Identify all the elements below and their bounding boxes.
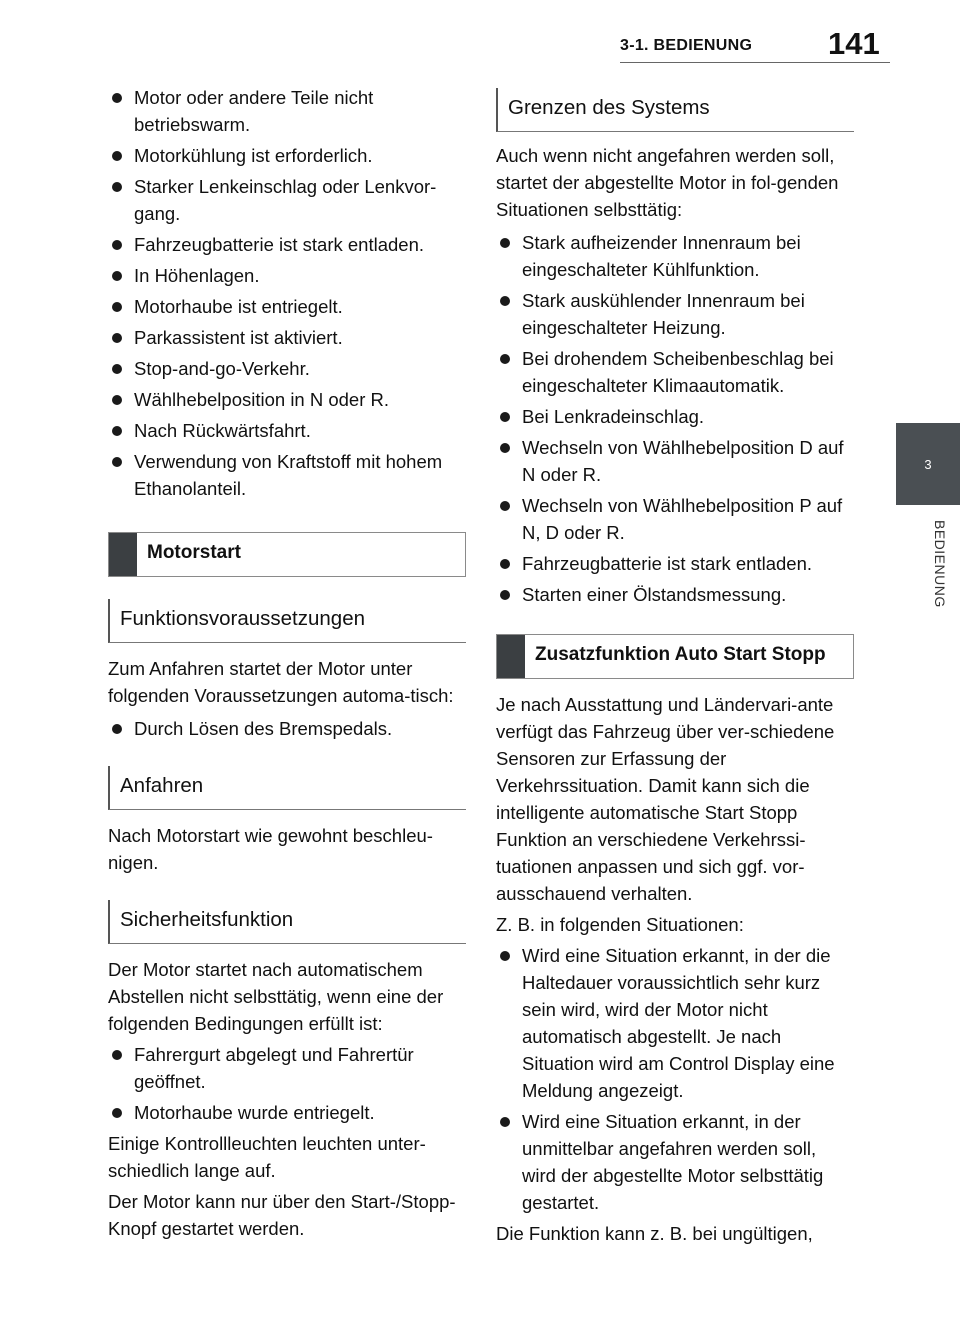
heading-text: Zusatzfunktion Auto Start Stopp	[535, 644, 826, 665]
heading-bar	[497, 635, 525, 678]
paragraph: Einige Kontrollleuchten leuchten unter-schiedlich lange auf.	[108, 1133, 426, 1181]
list-item: Stark auskühlender Innenraum bei eingeschalteter Heizung.	[496, 287, 854, 341]
list-item: Wird eine Situation erkannt, in der unmittelbar angefahren werden soll, wird der abgestellte Motor selbsttätig gestartet.	[496, 1108, 854, 1216]
list-item: Fahrzeugbatterie ist stark entladen.	[108, 231, 466, 258]
zusatz-list	[496, 942, 854, 1216]
funktions-text: Zum Anfahren startet der Motor unter folgenden Voraussetzungen automa-tisch:	[108, 658, 454, 706]
list-item: Stark aufheizender Innenraum bei eingeschalteter Kühlfunktion.	[496, 229, 854, 283]
list-item: Durch Lösen des Bremspedals.	[108, 715, 466, 742]
zusatz-text2: Z. B. in folgenden Situationen:	[496, 914, 744, 935]
grenzen-text: Auch wenn nicht angefahren werden soll, startet der abgestellte Motor in fol-genden Situationen selbsttätig:	[496, 145, 839, 220]
list-item: Starten einer Ölstandsmessung.	[496, 581, 854, 608]
list-item: Wählhebelposition in N oder R.	[108, 386, 466, 413]
zusatzfunktion-heading	[496, 634, 854, 679]
section-title: 3-1. BEDIENUNG	[620, 37, 753, 54]
list-item: Motorkühlung ist erforderlich.	[108, 142, 466, 169]
list-item: Fahrzeugbatterie ist stark entladen.	[496, 550, 854, 577]
list-item: In Höhenlagen.	[108, 262, 466, 289]
page-number: 141	[828, 26, 880, 61]
chapter-number: 3	[924, 456, 932, 472]
list-item: Motorhaube wurde entriegelt.	[108, 1099, 466, 1126]
paragraph: Die Funktion kann z. B. bei ungültigen,	[496, 1223, 813, 1244]
list-item: Stop-and-go-Verkehr.	[108, 355, 466, 382]
list-item: Wechseln von Wählhebelposition D auf N oder R.	[496, 434, 854, 488]
list-item: Wird eine Situation erkannt, in der die Haltedauer voraussichtlich sehr kurz sein wird, wird der Motor nicht automatisch abgestellt. Je nach Situation wird am Control Display eine Meldung angezeigt.	[496, 942, 854, 1104]
header-divider	[620, 62, 890, 63]
list-item: Motorhaube ist entriegelt.	[108, 293, 466, 320]
grenzen-heading: Grenzen des Systems	[496, 88, 854, 132]
list-item: Verwendung von Kraftstoff mit hohem Ethanolanteil.	[108, 448, 466, 502]
sicherheit-list	[108, 1041, 466, 1126]
list-item: Wechseln von Wählhebelposition P auf N, D oder R.	[496, 492, 854, 546]
list-item: Motor oder andere Teile nicht betriebswarm.	[108, 84, 466, 138]
list-item: Fahrergurt abgelegt und Fahrertür geöffnet.	[108, 1041, 466, 1095]
sicherheit-text: Der Motor startet nach automatischem Abstellen nicht selbsttätig, wenn eine der folgenden Bedingungen erfüllt ist:	[108, 959, 444, 1034]
paragraph: Der Motor kann nur über den Start-/Stopp-Knopf gestartet werden.	[108, 1191, 456, 1239]
funktionsvoraussetzungen-heading: Funktionsvoraussetzungen	[108, 599, 466, 643]
list-item: Bei Lenkradeinschlag.	[496, 403, 854, 430]
chapter-tab[interactable]	[896, 423, 960, 505]
conditions-list	[108, 84, 466, 502]
grenzen-list	[496, 229, 854, 608]
anfahren-heading: Anfahren	[108, 766, 466, 810]
list-item: Bei drohendem Scheibenbeschlag bei eingeschalteter Klimaautomatik.	[496, 345, 854, 399]
motorstart-heading	[108, 532, 466, 577]
anfahren-text: Nach Motorstart wie gewohnt beschleu-nigen.	[108, 825, 433, 873]
chapter-label: BEDIENUNG	[932, 520, 948, 608]
left-column	[108, 84, 466, 1246]
list-item: Nach Rückwärtsfahrt.	[108, 417, 466, 444]
sicherheitsfunktion-heading: Sicherheitsfunktion	[108, 900, 466, 944]
heading-bar	[109, 533, 137, 576]
list-item: Starker Lenkeinschlag oder Lenkvor-gang.	[108, 173, 466, 227]
zusatz-text: Je nach Ausstattung und Ländervari-ante verfügt das Fahrzeug über ver-schiedene Sensoren zur Erfassung der Verkehrssituation. Damit kann sich die intelligente automatische Start Stopp Funktion an verschiedene Verkehrssi-tuationen anpassen und sich ggf. vor-ausschauend verhalten.	[496, 694, 835, 904]
heading-text: Motorstart	[147, 542, 241, 563]
right-column	[496, 88, 854, 1251]
list-item: Parkassistent ist aktiviert.	[108, 324, 466, 351]
funktions-list	[108, 715, 466, 742]
